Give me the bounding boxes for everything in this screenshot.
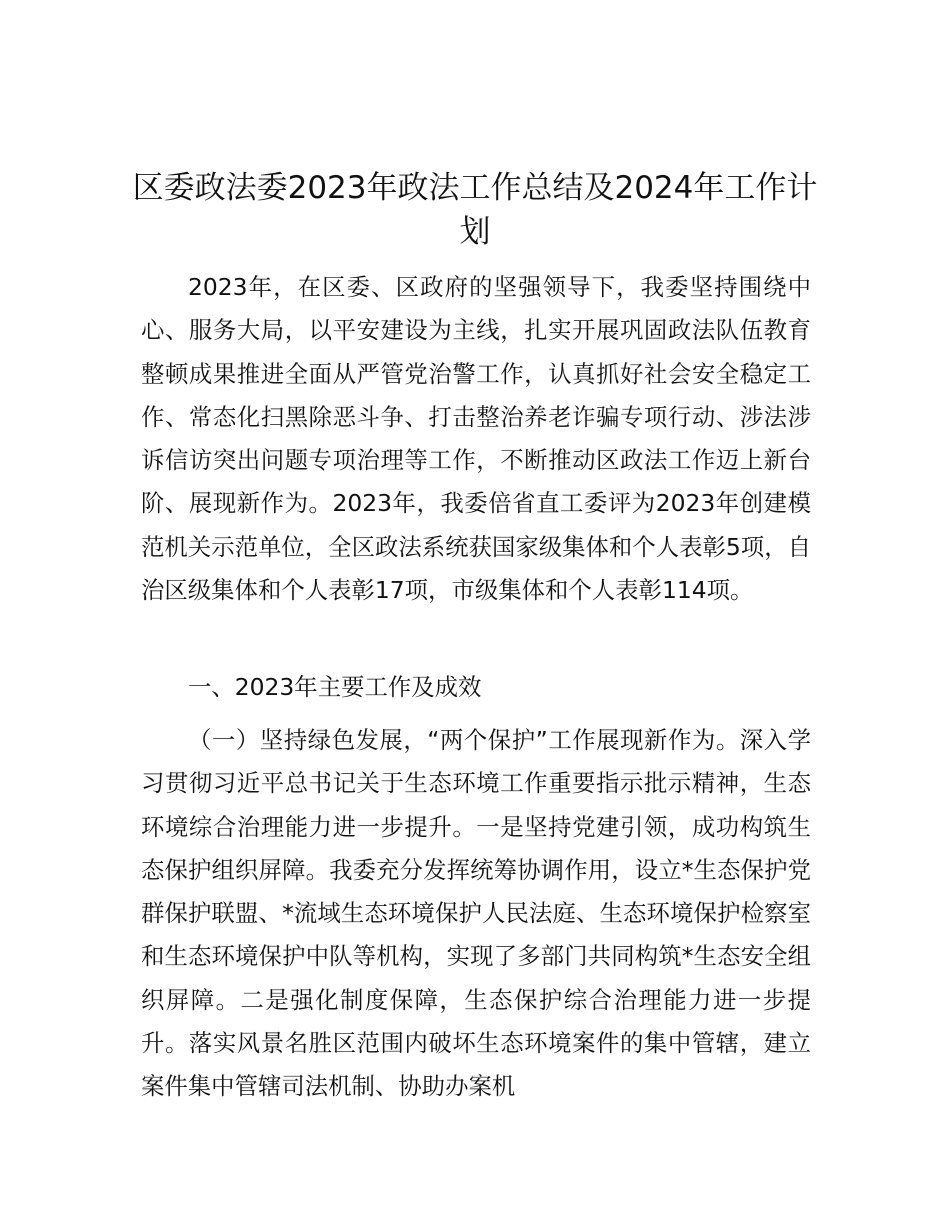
intro-paragraph: 2023年，在区委、区政府的坚强领导下，我委坚持围绕中心、服务大局，以平安建设为主线，扎实开展巩固政法队伍教育整顿成果推进全面从严管党治警工作，认真抓好社会安全稳定工作、常态化扫黑除恶斗争、打击整治养老诈骗专项行动、涉法涉诉信访突出问题专项治理等工作，不断推动区政法工作迈上新台阶、展现新作为。2023年，我委倍省直工委评为2023年创建模范机关示范单位，全区政法系统获国家级集体和个人表彰5项，自治区级集体和个人表彰17项，市级集体和个人表彰114项。 — [141, 273, 811, 605]
document-title: 区委政法委2023年政法工作总结及2024年工作计划 — [132, 170, 818, 250]
section-paragraph: （一）坚持绿色发展，“两个保护”工作展现新作为。深入学习贯彻习近平总书记关于生态环境工作重要指示批示精神，生态环境综合治理能力进一步提升。一是坚持党建引领，成功构筑生态保护组织屏障。我委充分发挥统筹协调作用，设立*生态保护党群保护联盟、*流域生态环境保护人民法庭、生态环境保护检察室和生态环境保护中队等机构，实现了多部门共同构筑*生态安全组织屏障。二是强化制度保障，生态保护综合治理能力进一步提升。落实风景名胜区范围内破坏生态环境案件的集中管辖，建立案件集中管辖司法机制、协助办案机 — [141, 726, 811, 1101]
section-heading: 一、2023年主要工作及成效 — [188, 673, 482, 701]
